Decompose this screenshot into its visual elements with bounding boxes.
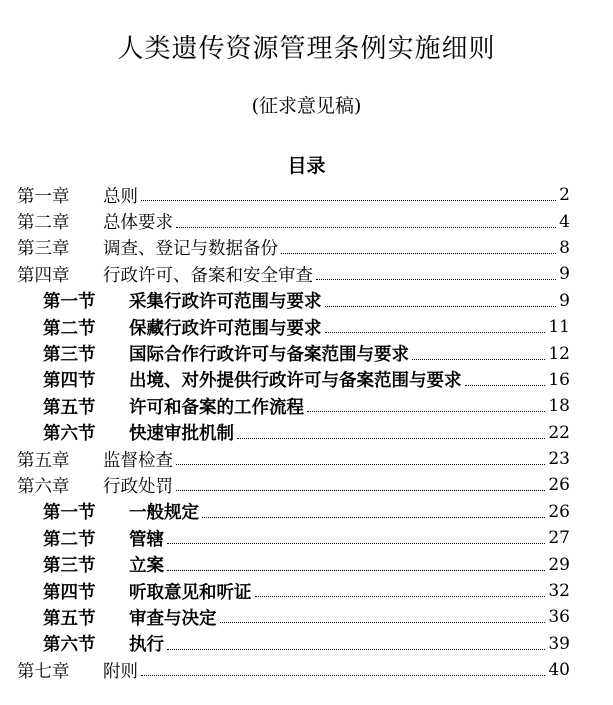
toc-entry-title: 出境、对外提供行政许可与备案范围与要求 bbox=[129, 371, 462, 392]
toc-entry-page: 27 bbox=[548, 528, 570, 549]
toc-entry-title: 行政许可、备案和安全审查 bbox=[103, 265, 313, 286]
toc-entry-chapter-2[interactable] bbox=[17, 208, 570, 234]
toc-entry-chapter-6-section-2[interactable] bbox=[17, 525, 570, 551]
toc-entry-page: 26 bbox=[548, 475, 570, 496]
toc-entry-chapter-5[interactable] bbox=[17, 446, 570, 472]
toc-entry-title: 总则 bbox=[103, 186, 138, 207]
toc-entry-page: 2 bbox=[559, 185, 570, 206]
dot-leader bbox=[412, 358, 545, 360]
toc-entry-chapter-4-section-3[interactable] bbox=[17, 340, 570, 366]
toc-entry-chapter-6-section-4[interactable] bbox=[17, 578, 570, 604]
toc-entry-page: 29 bbox=[548, 554, 570, 575]
toc-entry-title: 审查与决定 bbox=[129, 608, 217, 629]
toc-entry-chapter-4-section-1[interactable] bbox=[17, 288, 570, 314]
dot-leader bbox=[202, 516, 545, 518]
toc-entry-page: 9 bbox=[559, 290, 570, 311]
toc-entry-title: 保藏行政许可范围与要求 bbox=[129, 318, 322, 339]
toc-entry-page: 4 bbox=[559, 211, 570, 232]
toc-entry-number: 第六节 bbox=[43, 424, 96, 445]
dot-leader bbox=[176, 489, 545, 491]
toc-entry-title: 听取意见和听证 bbox=[129, 582, 252, 603]
toc-entry-number: 第二节 bbox=[43, 318, 96, 339]
dot-leader bbox=[237, 437, 545, 439]
toc-entry-page: 16 bbox=[548, 369, 570, 390]
toc-entry-chapter-4-section-4[interactable] bbox=[17, 367, 570, 393]
toc-entry-page: 8 bbox=[559, 237, 570, 258]
toc-entry-page: 18 bbox=[548, 396, 570, 417]
dot-leader bbox=[307, 410, 545, 412]
toc-entry-title: 总体要求 bbox=[103, 213, 173, 234]
toc-entry-page: 26 bbox=[548, 501, 570, 522]
toc-entry-number: 第一章 bbox=[17, 186, 70, 207]
document-title: 人类遗传资源管理条例实施细则 bbox=[117, 34, 496, 64]
toc-entry-title: 管辖 bbox=[129, 529, 164, 550]
toc-entry-title: 立案 bbox=[129, 556, 164, 577]
toc-entry-chapter-6-section-1[interactable] bbox=[17, 499, 570, 525]
dot-leader bbox=[141, 674, 545, 676]
dot-leader bbox=[176, 463, 545, 465]
toc-entry-chapter-6[interactable] bbox=[17, 472, 570, 498]
toc-entry-title: 采集行政许可范围与要求 bbox=[129, 292, 322, 313]
toc-entry-number: 第七章 bbox=[17, 661, 70, 682]
toc-entry-number: 第四节 bbox=[43, 371, 96, 392]
toc-entry-chapter-4-section-5[interactable] bbox=[17, 393, 570, 419]
toc-entry-chapter-3[interactable] bbox=[17, 235, 570, 261]
dot-leader bbox=[325, 305, 557, 307]
toc-entry-page: 32 bbox=[548, 581, 570, 602]
toc-entry-page: 11 bbox=[548, 317, 570, 338]
toc-entry-chapter-4-section-2[interactable] bbox=[17, 314, 570, 340]
toc-entry-page: 40 bbox=[548, 660, 570, 681]
toc-entry-page: 22 bbox=[548, 422, 570, 443]
toc-entry-number: 第二节 bbox=[43, 529, 96, 550]
dot-leader bbox=[220, 621, 546, 623]
dot-leader bbox=[141, 199, 556, 201]
toc-entry-number: 第三节 bbox=[43, 345, 96, 366]
table-of-contents bbox=[17, 182, 570, 683]
dot-leader bbox=[316, 278, 556, 280]
dot-leader bbox=[325, 331, 546, 333]
dot-leader bbox=[281, 252, 556, 254]
toc-entry-number: 第四章 bbox=[17, 265, 70, 286]
toc-entry-title: 监督检查 bbox=[103, 450, 173, 471]
toc-entry-chapter-6-section-3[interactable] bbox=[17, 551, 570, 577]
document-subtitle: (征求意见稿) bbox=[251, 95, 362, 117]
toc-entry-number: 第一节 bbox=[43, 292, 96, 313]
dot-leader bbox=[167, 542, 545, 544]
toc-entry-page: 12 bbox=[548, 343, 570, 364]
toc-entry-title: 附则 bbox=[103, 661, 138, 682]
toc-entry-page: 36 bbox=[548, 607, 570, 628]
toc-entry-title: 国际合作行政许可与备案范围与要求 bbox=[129, 345, 409, 366]
toc-entry-title: 行政处罚 bbox=[103, 476, 173, 497]
toc-entry-number: 第一节 bbox=[43, 503, 96, 524]
toc-entry-number: 第六章 bbox=[17, 476, 70, 497]
toc-entry-number: 第二章 bbox=[17, 213, 70, 234]
dot-leader bbox=[167, 569, 545, 571]
dot-leader bbox=[255, 595, 546, 597]
toc-entry-number: 第三章 bbox=[17, 239, 70, 260]
toc-entry-title: 执行 bbox=[129, 635, 164, 656]
toc-entry-number: 第五章 bbox=[17, 450, 70, 471]
toc-entry-chapter-6-section-5[interactable] bbox=[17, 604, 570, 630]
dot-leader bbox=[465, 384, 546, 386]
toc-entry-title: 调查、登记与数据备份 bbox=[103, 239, 278, 260]
toc-entry-title: 一般规定 bbox=[129, 503, 199, 524]
toc-entry-number: 第五节 bbox=[43, 397, 96, 418]
toc-entry-page: 9 bbox=[559, 264, 570, 285]
toc-entry-chapter-4-section-6[interactable] bbox=[17, 420, 570, 446]
dot-leader bbox=[167, 648, 545, 650]
toc-entry-chapter-4[interactable] bbox=[17, 261, 570, 287]
toc-entry-title: 快速审批机制 bbox=[129, 424, 234, 445]
toc-entry-number: 第六节 bbox=[43, 635, 96, 656]
toc-entry-chapter-7[interactable] bbox=[17, 657, 570, 683]
toc-entry-number: 第五节 bbox=[43, 608, 96, 629]
dot-leader bbox=[176, 226, 556, 228]
toc-heading: 目录 bbox=[287, 155, 326, 177]
toc-entry-number: 第三节 bbox=[43, 556, 96, 577]
toc-entry-number: 第四节 bbox=[43, 582, 96, 603]
toc-entry-page: 23 bbox=[548, 449, 570, 470]
toc-entry-chapter-1[interactable] bbox=[17, 182, 570, 208]
toc-entry-chapter-6-section-6[interactable] bbox=[17, 631, 570, 657]
toc-entry-title: 许可和备案的工作流程 bbox=[129, 397, 304, 418]
toc-entry-page: 39 bbox=[548, 633, 570, 654]
